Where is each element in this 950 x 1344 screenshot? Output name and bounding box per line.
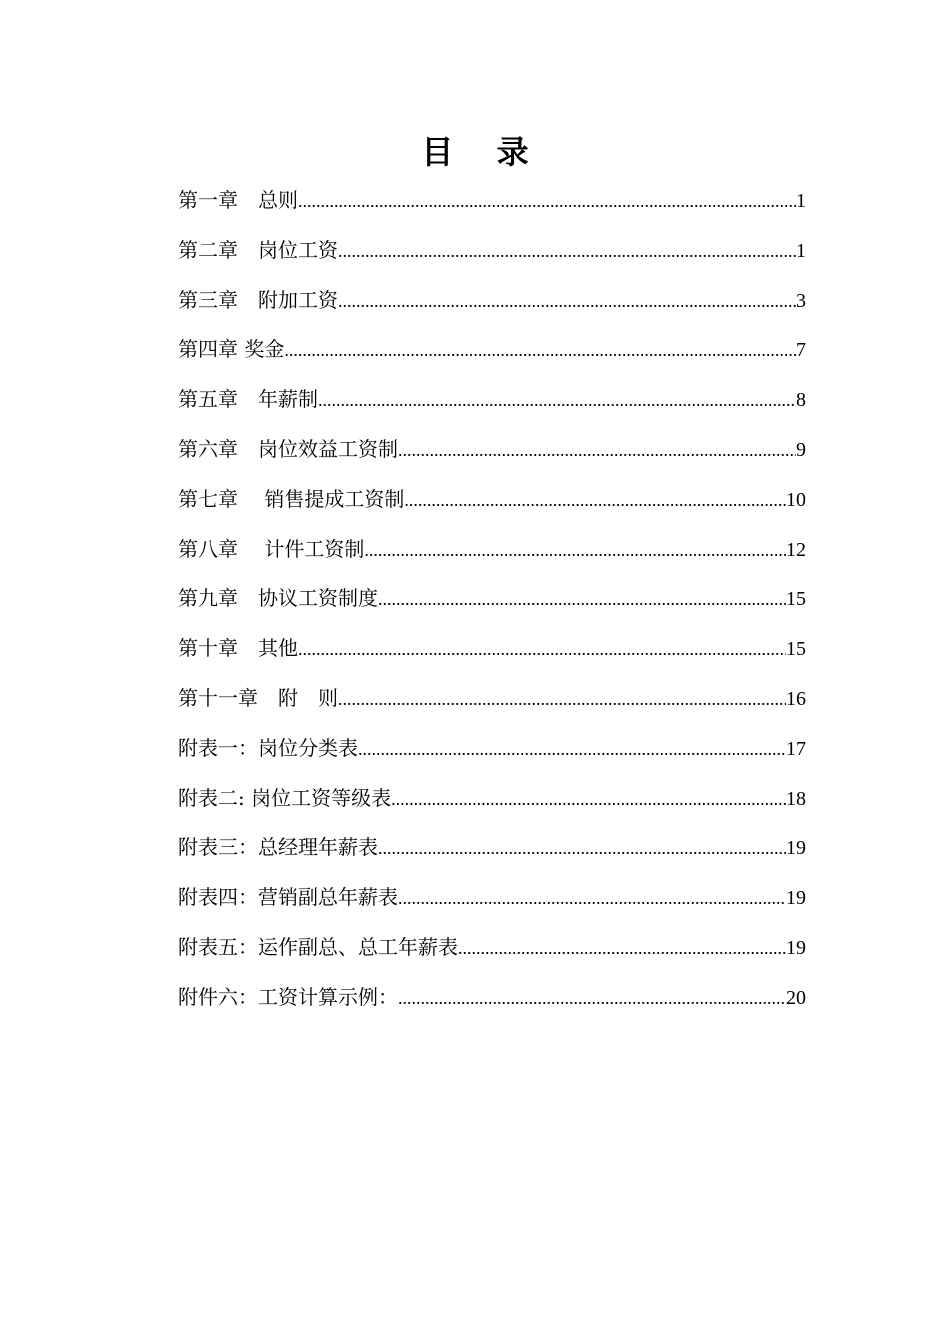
toc-entry-label: 第十一章 附 则 <box>178 685 338 710</box>
dot-leader <box>338 227 796 277</box>
toc-entry-page: 19 <box>786 837 806 860</box>
dot-leader <box>298 177 796 227</box>
toc-entry[interactable] <box>178 425 806 475</box>
toc-entry[interactable] <box>178 724 806 774</box>
toc-entry-label: 第七章 销售提成工资制 <box>178 486 405 511</box>
dot-leader <box>284 326 796 376</box>
toc-entry-page: 16 <box>786 687 806 710</box>
toc-entry[interactable] <box>178 873 806 923</box>
toc-entry[interactable] <box>178 475 806 525</box>
toc-entry[interactable] <box>178 774 806 824</box>
toc-entry[interactable] <box>178 525 806 575</box>
toc-list <box>178 176 806 1023</box>
dot-leader <box>398 426 796 476</box>
dot-leader <box>318 376 796 426</box>
toc-entry-label: 第四章 奖金 <box>178 337 285 362</box>
toc-entry-label: 第三章 附加工资 <box>178 287 338 312</box>
dot-leader <box>398 974 786 1024</box>
toc-entry-label: 附表四：营销副总年薪表 <box>178 885 398 910</box>
toc-entry[interactable] <box>178 973 806 1023</box>
toc-entry[interactable] <box>178 624 806 674</box>
toc-entry-label: 附件六：工资计算示例： <box>178 984 398 1009</box>
toc-entry[interactable] <box>178 574 806 624</box>
toc-entry-page: 20 <box>786 986 806 1009</box>
dot-leader <box>398 874 786 924</box>
toc-entry-page: 8 <box>796 389 806 412</box>
toc-entry-page: 17 <box>786 737 806 760</box>
toc-entry-label: 第八章 计件工资制 <box>178 536 365 561</box>
toc-entry[interactable] <box>178 226 806 276</box>
toc-entry[interactable] <box>178 325 806 375</box>
toc-entry[interactable] <box>178 375 806 425</box>
toc-entry-label: 附表二: 岗位工资等级表 <box>178 785 392 810</box>
toc-entry-page: 10 <box>786 488 806 511</box>
toc-entry-page: 15 <box>786 638 806 661</box>
dot-leader <box>404 476 786 526</box>
dot-leader <box>391 775 786 825</box>
dot-leader <box>378 824 786 874</box>
toc-entry-page: 15 <box>786 588 806 611</box>
toc-entry[interactable] <box>178 176 806 226</box>
toc-entry[interactable] <box>178 276 806 326</box>
toc-entry-page: 1 <box>796 239 806 262</box>
toc-entry[interactable] <box>178 823 806 873</box>
dot-leader <box>364 526 786 576</box>
toc-entry-label: 附表三：总经理年薪表 <box>178 835 378 860</box>
dot-leader <box>338 675 786 725</box>
dot-leader <box>338 277 796 327</box>
toc-entry-page: 12 <box>786 538 806 561</box>
toc-entry-label: 第十章 其他 <box>178 636 298 661</box>
toc-entry-page: 18 <box>786 787 806 810</box>
toc-title: 目 录 <box>421 133 545 171</box>
toc-entry-page: 19 <box>786 887 806 910</box>
toc-entry-page: 1 <box>796 190 806 212</box>
toc-entry-label: 第五章 年薪制 <box>178 387 318 412</box>
toc-entry-label: 第六章 岗位效益工资制 <box>178 436 398 461</box>
toc-entry-label: 第二章 岗位工资 <box>178 237 338 262</box>
toc-entry-label: 第一章 总则 <box>178 188 298 212</box>
toc-entry-page: 9 <box>796 438 806 461</box>
toc-entry-page: 3 <box>796 289 806 312</box>
toc-entry-label: 第九章 协议工资制度 <box>178 586 378 611</box>
toc-entry[interactable] <box>178 923 806 973</box>
dot-leader <box>358 725 786 775</box>
dot-leader <box>298 625 786 675</box>
dot-leader <box>458 924 786 974</box>
toc-entry-page: 7 <box>796 339 806 362</box>
toc-entry-page: 19 <box>786 936 806 959</box>
dot-leader <box>378 575 786 625</box>
toc-entry-label: 附表五：运作副总、总工年薪表 <box>178 934 458 959</box>
toc-entry[interactable] <box>178 674 806 724</box>
toc-entry-label: 附表一：岗位分类表 <box>178 735 358 760</box>
